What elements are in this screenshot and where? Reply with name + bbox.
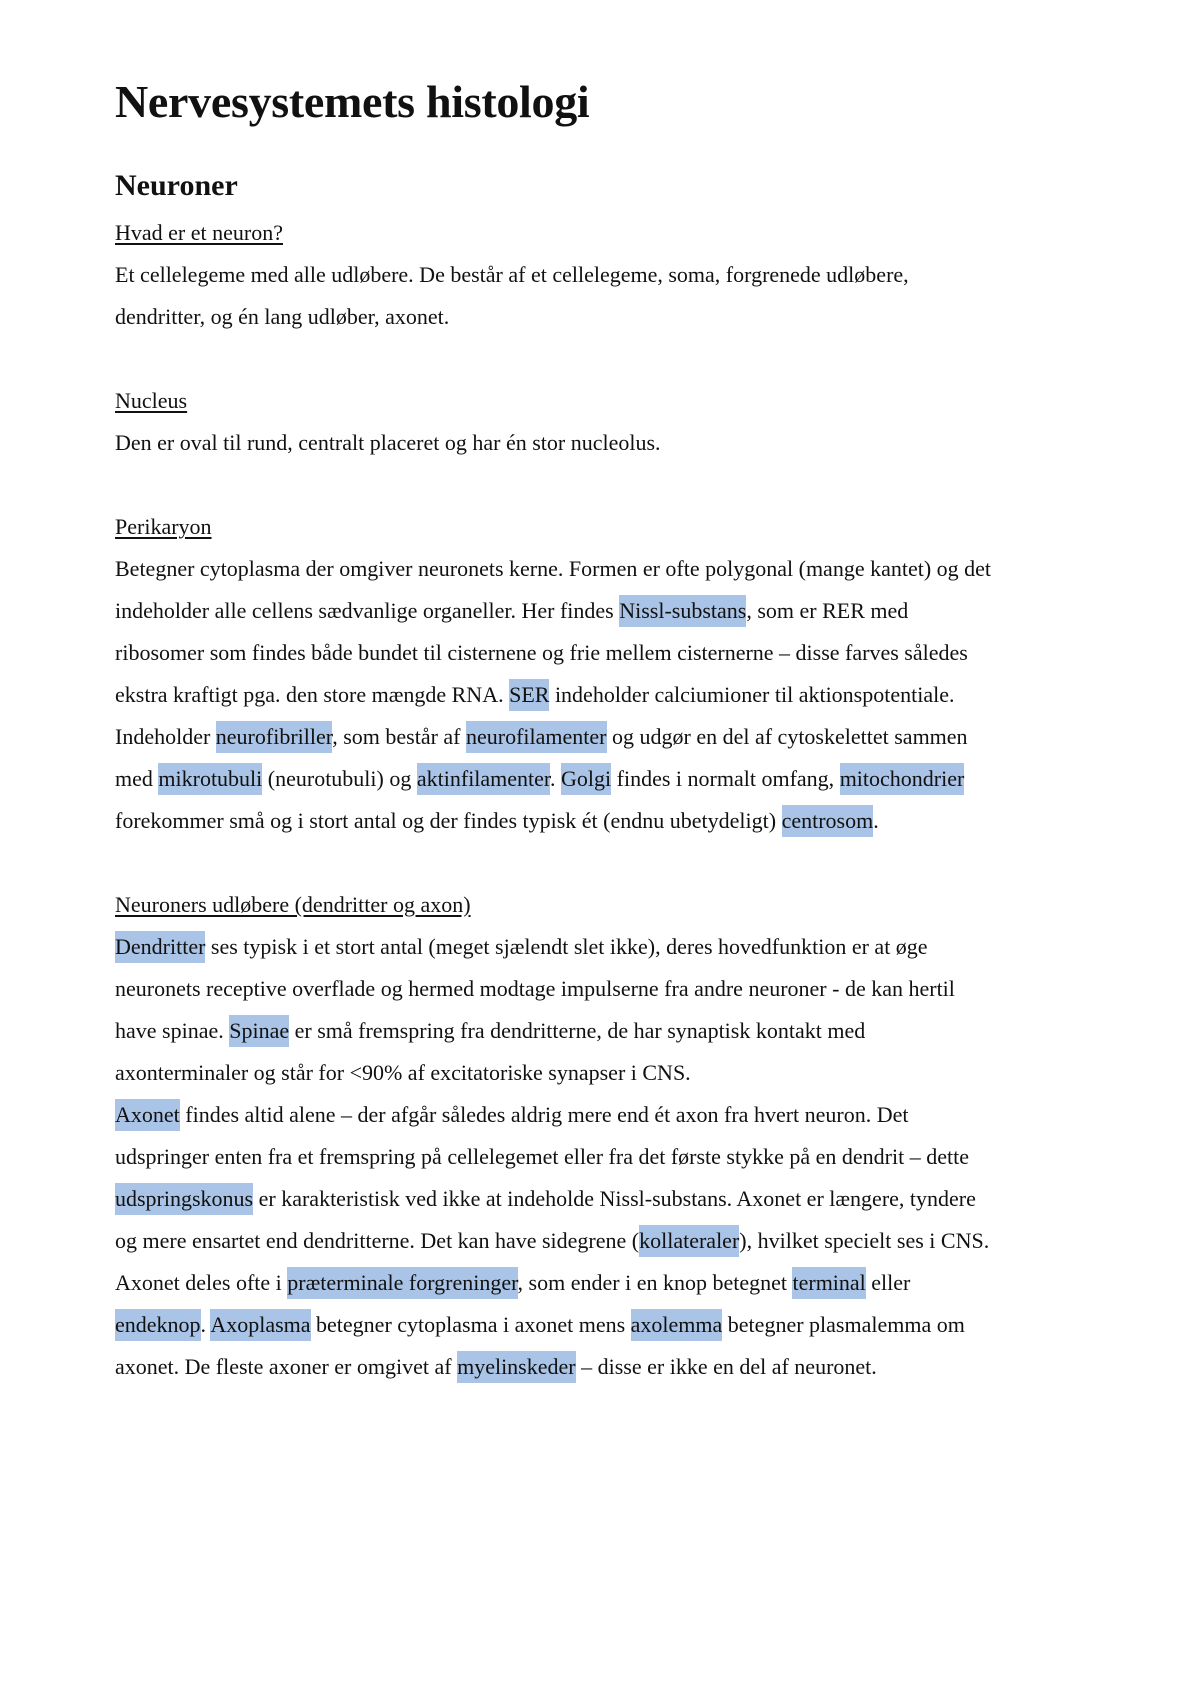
- text-line: [115, 716, 1095, 758]
- text-run: med: [115, 766, 159, 791]
- text-run: og udgør en del af cytoskelettet sammen: [606, 724, 968, 749]
- text-line: [115, 1220, 1095, 1262]
- highlight-term: præterminale forgreninger: [287, 1267, 517, 1299]
- blank-line: [115, 464, 1095, 506]
- text-line: Den er oval til rund, centralt placeret og har én stor nucleolus.: [115, 430, 661, 455]
- text-line: [115, 1010, 1095, 1052]
- highlight-term: endeknop: [115, 1309, 201, 1341]
- subheading-perikaryon: Perikaryon: [115, 514, 212, 539]
- highlight-term: udspringskonus: [115, 1183, 253, 1215]
- text-run: Axonet deles ofte i: [115, 1270, 288, 1295]
- text-run: betegner plasmalemma om: [722, 1312, 965, 1337]
- text-run: er karakteristisk ved ikke at indeholde Nissl-substans. Axonet er længere, tyndere: [253, 1186, 976, 1211]
- text-line: neuronets receptive overflade og hermed modtage impulserne fra andre neuroner - de kan hertil: [115, 976, 955, 1001]
- text-run: indeholder calciumioner til aktionspotentiale.: [549, 682, 955, 707]
- highlight-term: mitochondrier: [840, 763, 965, 795]
- text-run: og mere ensartet end dendritterne. Det kan have sidegrene (: [115, 1228, 640, 1253]
- paragraph-what-is-neuron: [115, 212, 1095, 338]
- highlight-term: mikrotubuli: [158, 763, 262, 795]
- text-run: eller: [865, 1270, 911, 1295]
- highlight-term: neurofibriller: [216, 721, 332, 753]
- highlight-term: axolemma: [631, 1309, 723, 1341]
- text-run: ), hvilket specielt ses i CNS.: [739, 1228, 990, 1253]
- highlight-term: Axoplasma: [210, 1309, 310, 1341]
- highlight-term: Dendritter: [115, 931, 205, 963]
- text-run: have spinae.: [115, 1018, 230, 1043]
- highlight-term: SER: [509, 679, 549, 711]
- highlight-term: aktinfilamenter: [417, 763, 550, 795]
- highlight-term: Axonet: [115, 1099, 180, 1131]
- highlight-term: centrosom: [782, 805, 874, 837]
- highlight-term: kollateraler: [639, 1225, 739, 1257]
- text-run: , som ender i en knop betegnet: [517, 1270, 793, 1295]
- subheading-what-is-neuron: Hvad er et neuron?: [115, 220, 283, 245]
- highlight-term: terminal: [792, 1267, 865, 1299]
- paragraph-perikaryon: [115, 506, 1095, 842]
- text-run: (neurotubuli) og: [262, 766, 417, 791]
- text-run: Indeholder: [115, 724, 216, 749]
- blank-line: [115, 842, 1095, 884]
- text-line: [115, 1094, 1095, 1136]
- text-line: dendritter, og én lang udløber, axonet.: [115, 304, 450, 329]
- text-run: forekommer små og i stort antal og der findes typisk ét (endnu ubetydeligt): [115, 808, 782, 833]
- subheading-nucleus: Nucleus: [115, 388, 188, 413]
- text-line: [115, 590, 1095, 632]
- document-page: [115, 62, 1095, 1388]
- section-heading: Neuroner: [115, 169, 238, 202]
- highlight-term: neurofilamenter: [466, 721, 607, 753]
- paragraph-nucleus: [115, 380, 1095, 464]
- text-line: [115, 1346, 1095, 1388]
- text-line: [115, 674, 1095, 716]
- paragraph-udloebere: [115, 884, 1095, 1388]
- highlight-term: Golgi: [561, 763, 611, 795]
- text-line: [115, 1304, 1095, 1346]
- highlight-term: Nissl-substans: [619, 595, 746, 627]
- text-run: .: [200, 1312, 211, 1337]
- text-run: betegner cytoplasma i axonet mens: [310, 1312, 631, 1337]
- text-line: Et cellelegeme med alle udløbere. De består af et cellelegeme, soma, forgrenede udløbere,: [115, 262, 909, 287]
- text-run: findes i normalt omfang,: [611, 766, 840, 791]
- text-run: er små fremspring fra dendritterne, de har synaptisk kontakt med: [289, 1018, 866, 1043]
- text-line: [115, 1262, 1095, 1304]
- subheading-udloebere: Neuroners udløbere (dendritter og axon): [115, 892, 471, 917]
- text-run: , som består af: [332, 724, 466, 749]
- text-run: – disse er ikke en del af neuronet.: [575, 1354, 877, 1379]
- text-run: findes altid alene – der afgår således aldrig mere end ét axon fra hvert neuron. Det: [179, 1102, 909, 1127]
- text-run: .: [550, 766, 562, 791]
- text-line: [115, 926, 1095, 968]
- text-run: axonet. De fleste axoner er omgivet af: [115, 1354, 458, 1379]
- text-line: [115, 1178, 1095, 1220]
- document-title: Nervesystemets histologi: [115, 76, 590, 127]
- text-line: udspringer enten fra et fremspring på cellelegemet eller fra det første stykke på en dendrit – dette: [115, 1144, 969, 1169]
- highlight-term: Spinae: [229, 1015, 289, 1047]
- text-line: ribosomer som findes både bundet til cisternene og frie mellem cisternerne – disse farves således: [115, 640, 968, 665]
- text-line: [115, 800, 1095, 842]
- text-run: ses typisk i et stort antal (meget sjælendt slet ikke), deres hovedfunktion er at øge: [205, 934, 928, 959]
- text-run: indeholder alle cellens sædvanlige organeller. Her findes: [115, 598, 620, 623]
- text-run: ekstra kraftigt pga. den store mængde RNA.: [115, 682, 510, 707]
- text-line: [115, 758, 1095, 800]
- blank-line: [115, 338, 1095, 380]
- highlight-term: myelinskeder: [457, 1351, 576, 1383]
- text-run: , som er RER med: [746, 598, 909, 623]
- text-line: axonterminaler og står for <90% af excitatoriske synapser i CNS.: [115, 1060, 691, 1085]
- text-run: .: [873, 808, 879, 833]
- text-line: Betegner cytoplasma der omgiver neuronets kerne. Formen er ofte polygonal (mange kantet) og det: [115, 556, 992, 581]
